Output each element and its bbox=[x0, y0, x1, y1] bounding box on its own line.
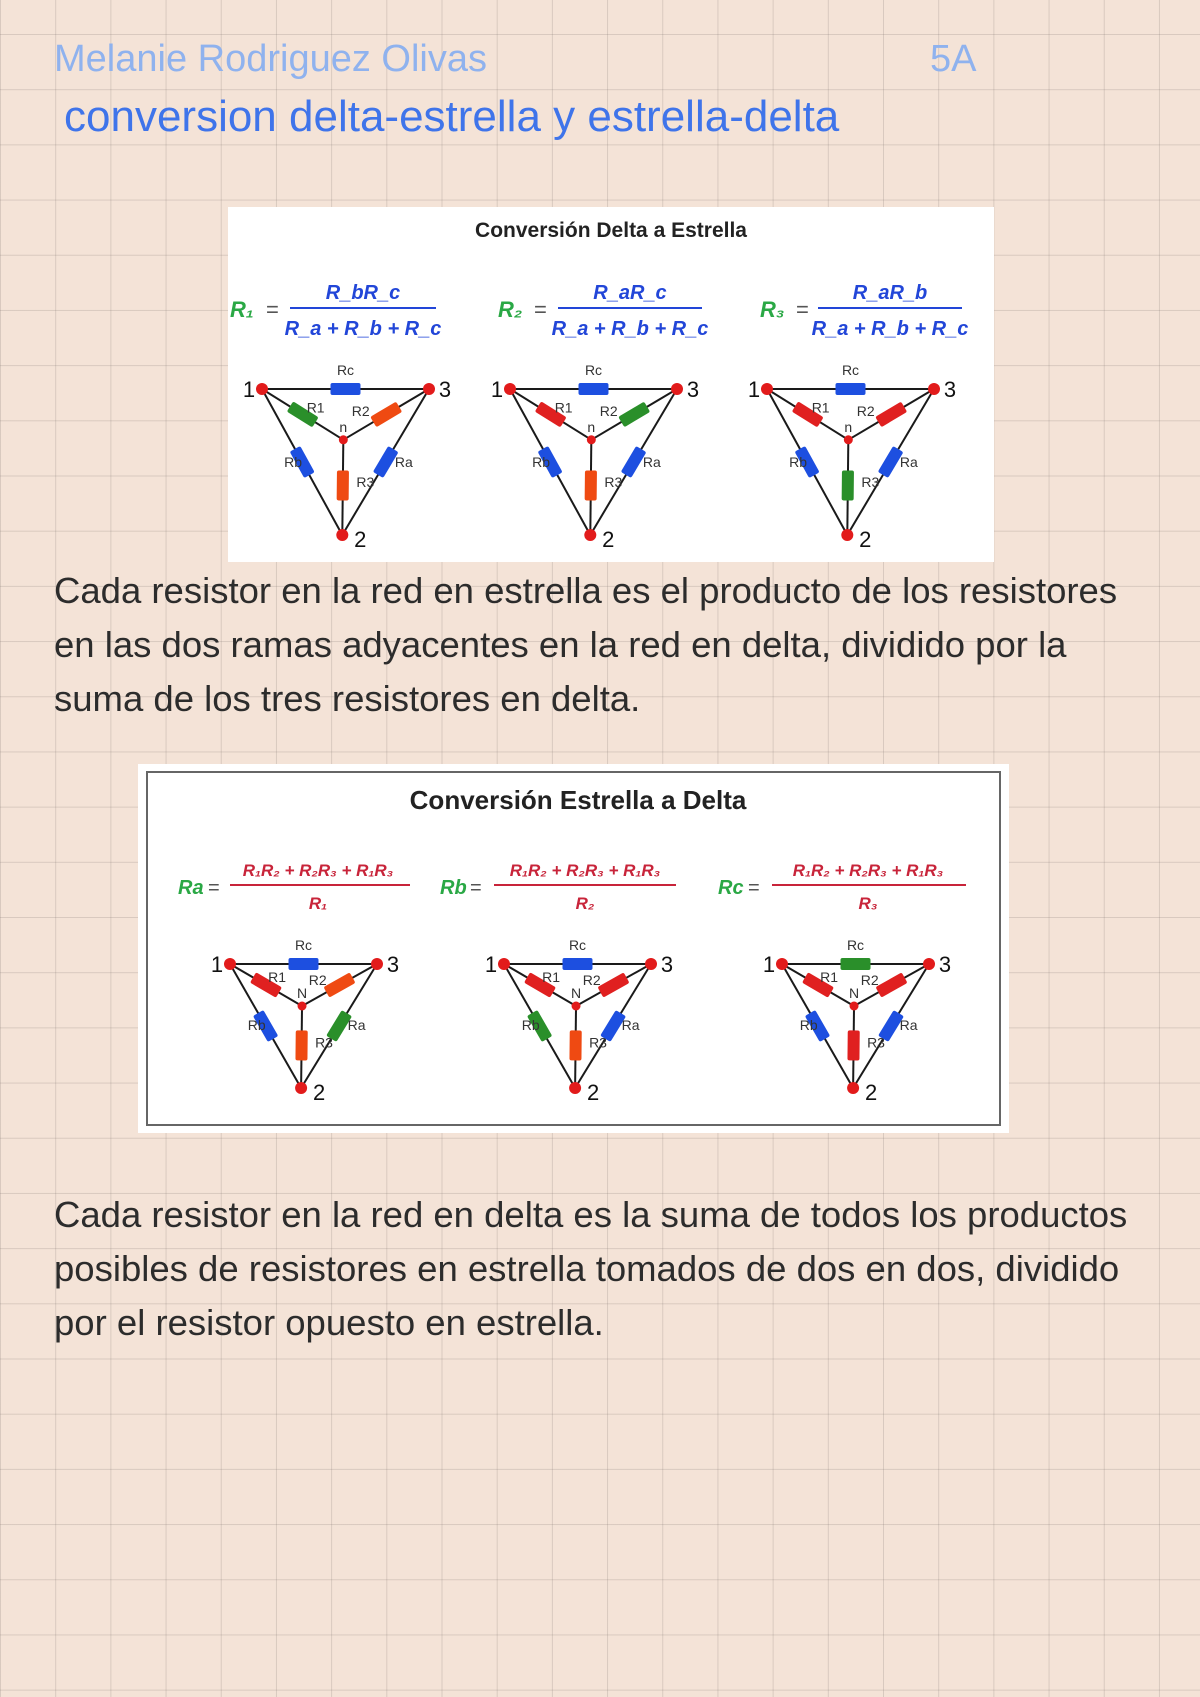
label-rc: Rc bbox=[568, 937, 587, 953]
resistor-rc bbox=[841, 958, 871, 970]
resistor-r2 bbox=[597, 972, 629, 997]
node-label-1: 1 bbox=[484, 952, 498, 977]
node-dot-2 bbox=[569, 1082, 581, 1094]
node-label-3: 3 bbox=[660, 952, 674, 977]
resistor-r3 bbox=[295, 1030, 307, 1060]
figure-delta-to-star-svg bbox=[228, 207, 994, 562]
formula-rc bbox=[718, 861, 966, 913]
label-center: n bbox=[339, 418, 348, 435]
formula-lhs: R₃ bbox=[760, 297, 785, 322]
resistor-r2 bbox=[323, 972, 355, 997]
figure-star-to-delta-svg bbox=[138, 764, 1009, 1133]
node-dot-2 bbox=[841, 529, 853, 541]
center-node-dot bbox=[298, 1002, 307, 1011]
formula-numerator: R₁R₂ + R₂R₃ + R₁R₃ bbox=[792, 861, 944, 880]
label-rc: Rc bbox=[846, 937, 865, 953]
label-ra: Ra bbox=[642, 454, 661, 471]
resistor-r3 bbox=[585, 470, 597, 500]
label-rc: Rc bbox=[841, 362, 860, 378]
figure-title: Conversión Delta a Estrella bbox=[475, 219, 747, 242]
node-dot-1 bbox=[224, 958, 236, 970]
label-r1: R1 bbox=[820, 969, 839, 985]
circuit-diagram-2 bbox=[491, 362, 699, 552]
label-ra: Ra bbox=[899, 1017, 918, 1033]
node-label-2: 2 bbox=[312, 1080, 326, 1105]
label-r2: R2 bbox=[599, 403, 618, 420]
node-dot-3 bbox=[371, 958, 383, 970]
label-r1: R1 bbox=[554, 399, 573, 416]
label-r2: R2 bbox=[308, 972, 327, 989]
formula-denominator: R_a + R_b + R_c bbox=[284, 318, 442, 340]
label-center: N bbox=[296, 985, 308, 1001]
node-label-3: 3 bbox=[438, 377, 452, 402]
label-r3: R3 bbox=[589, 1034, 607, 1051]
label-r1: R1 bbox=[811, 399, 830, 416]
center-node-dot bbox=[339, 435, 348, 444]
label-rb: Rb bbox=[532, 454, 551, 471]
formula-denominator: R₂ bbox=[575, 894, 595, 913]
formula-denominator: R₃ bbox=[858, 894, 878, 913]
circuit-diagram-6 bbox=[763, 937, 951, 1105]
label-center: N bbox=[570, 985, 582, 1001]
formula-r3 bbox=[760, 282, 968, 340]
node-dot-1 bbox=[776, 958, 788, 970]
node-label-3: 3 bbox=[943, 377, 957, 402]
formula-lhs: Rb bbox=[440, 877, 467, 899]
paragraph-delta-to-star: Cada resistor en la red en estrella es el producto de los resistores en las dos ramas adyacentes en la red en delta, dividido por la suma de los tres resistores en delta. bbox=[54, 570, 1118, 719]
node-dot-3 bbox=[671, 383, 683, 395]
label-r3: R3 bbox=[315, 1034, 333, 1051]
node-dot-1 bbox=[504, 383, 516, 395]
label-rb: Rb bbox=[284, 454, 303, 471]
page-title: conversion delta-estrella y estrella-delta bbox=[64, 92, 840, 141]
equals-sign: = bbox=[266, 297, 279, 322]
node-label-1: 1 bbox=[747, 377, 761, 402]
label-rc: Rc bbox=[584, 362, 603, 378]
center-node-dot bbox=[587, 435, 596, 444]
resistor-rc bbox=[289, 958, 319, 970]
node-label-1: 1 bbox=[490, 377, 504, 402]
formula-numerator: R_aR_b bbox=[852, 282, 928, 304]
label-r2: R2 bbox=[351, 403, 370, 420]
resistor-rc bbox=[563, 958, 593, 970]
formula-lhs: R₂ bbox=[498, 297, 523, 322]
figure-delta-to-star bbox=[228, 207, 994, 562]
node-label-2: 2 bbox=[586, 1080, 600, 1105]
circuit-diagram-1 bbox=[243, 362, 451, 552]
center-node-dot bbox=[850, 1002, 859, 1011]
label-center: n bbox=[844, 418, 853, 435]
label-r2: R2 bbox=[860, 972, 879, 989]
node-label-1: 1 bbox=[762, 952, 776, 977]
circuit-diagram-5 bbox=[485, 937, 673, 1105]
node-dot-2 bbox=[847, 1082, 859, 1094]
node-dot-3 bbox=[928, 383, 940, 395]
formula-denominator: R_a + R_b + R_c bbox=[551, 318, 709, 340]
formula-numerator: R_aR_c bbox=[593, 282, 667, 304]
formula-numerator: R₁R₂ + R₂R₃ + R₁R₃ bbox=[242, 861, 394, 880]
formula-r1 bbox=[230, 282, 441, 340]
node-label-1: 1 bbox=[210, 952, 224, 977]
formula-lhs: Ra bbox=[178, 877, 204, 899]
node-dot-3 bbox=[423, 383, 435, 395]
label-r1: R1 bbox=[306, 399, 325, 416]
label-rb: Rb bbox=[247, 1017, 266, 1033]
label-r3: R3 bbox=[867, 1034, 885, 1051]
label-ra: Ra bbox=[394, 454, 413, 471]
label-ra: Ra bbox=[899, 454, 918, 471]
formula-numerator: R₁R₂ + R₂R₃ + R₁R₃ bbox=[509, 861, 661, 880]
node-label-2: 2 bbox=[602, 527, 615, 552]
resistor-r2 bbox=[875, 402, 907, 428]
equals-sign: = bbox=[796, 297, 809, 322]
node-label-2: 2 bbox=[864, 1080, 878, 1105]
node-label-2: 2 bbox=[354, 527, 367, 552]
resistor-rc bbox=[331, 383, 361, 395]
formula-lhs: R₁ bbox=[230, 297, 254, 322]
node-label-3: 3 bbox=[686, 377, 700, 402]
node-label-2: 2 bbox=[859, 527, 872, 552]
figure-title: Conversión Estrella a Delta bbox=[409, 785, 747, 815]
center-node-dot bbox=[572, 1002, 581, 1011]
resistor-r2 bbox=[618, 402, 650, 428]
node-label-3: 3 bbox=[938, 952, 952, 977]
label-r3: R3 bbox=[861, 474, 880, 491]
equals-sign: = bbox=[208, 877, 220, 899]
resistor-r3 bbox=[569, 1030, 581, 1060]
label-center: N bbox=[848, 985, 860, 1001]
resistor-r3 bbox=[337, 470, 349, 500]
node-label-1: 1 bbox=[242, 377, 256, 402]
paragraph-star-to-delta: Cada resistor en la red en delta es la suma de todos los productos posibles de resistores en estrella tomados de dos en dos, dividido por el resistor opuesto en estrella. bbox=[54, 1194, 1128, 1343]
formula-lhs: Rc bbox=[718, 877, 744, 899]
label-rc: Rc bbox=[294, 937, 313, 953]
author-name: Melanie Rodriguez Olivas bbox=[54, 38, 487, 80]
label-rb: Rb bbox=[789, 454, 808, 471]
resistor-rc bbox=[579, 383, 609, 395]
node-label-3: 3 bbox=[386, 952, 400, 977]
resistor-r2 bbox=[370, 402, 402, 428]
label-r3: R3 bbox=[604, 474, 623, 491]
resistor-rc bbox=[836, 383, 866, 395]
class-label: 5A bbox=[930, 38, 977, 80]
equals-sign: = bbox=[470, 877, 482, 899]
label-ra: Ra bbox=[621, 1017, 640, 1033]
resistor-r2 bbox=[875, 972, 907, 997]
formula-numerator: R_bR_c bbox=[325, 282, 401, 304]
formula-ra bbox=[178, 861, 410, 913]
equals-sign: = bbox=[534, 297, 547, 322]
center-node-dot bbox=[844, 435, 853, 444]
node-dot-3 bbox=[645, 958, 657, 970]
label-ra: Ra bbox=[347, 1017, 366, 1033]
figure-star-to-delta bbox=[138, 764, 1009, 1133]
equals-sign: = bbox=[748, 877, 760, 899]
node-dot-2 bbox=[584, 529, 596, 541]
resistor-r3 bbox=[847, 1030, 859, 1060]
node-dot-2 bbox=[336, 529, 348, 541]
label-r1: R1 bbox=[542, 969, 561, 985]
node-dot-1 bbox=[256, 383, 268, 395]
resistor-r3 bbox=[842, 470, 854, 500]
label-r2: R2 bbox=[856, 403, 875, 420]
label-center: n bbox=[587, 418, 596, 435]
formula-rb bbox=[440, 861, 676, 913]
node-dot-2 bbox=[295, 1082, 307, 1094]
label-r1: R1 bbox=[268, 969, 287, 985]
circuit-diagram-3 bbox=[748, 362, 956, 552]
label-r2: R2 bbox=[582, 972, 601, 989]
formula-r2 bbox=[498, 282, 708, 340]
formula-denominator: R₁ bbox=[308, 894, 328, 913]
label-r3: R3 bbox=[356, 474, 375, 491]
node-dot-1 bbox=[761, 383, 773, 395]
formula-denominator: R_a + R_b + R_c bbox=[811, 318, 969, 340]
label-rb: Rb bbox=[521, 1017, 540, 1033]
node-dot-1 bbox=[498, 958, 510, 970]
label-rc: Rc bbox=[336, 362, 355, 378]
node-dot-3 bbox=[923, 958, 935, 970]
label-rb: Rb bbox=[799, 1017, 818, 1033]
circuit-diagram-4 bbox=[211, 937, 399, 1105]
